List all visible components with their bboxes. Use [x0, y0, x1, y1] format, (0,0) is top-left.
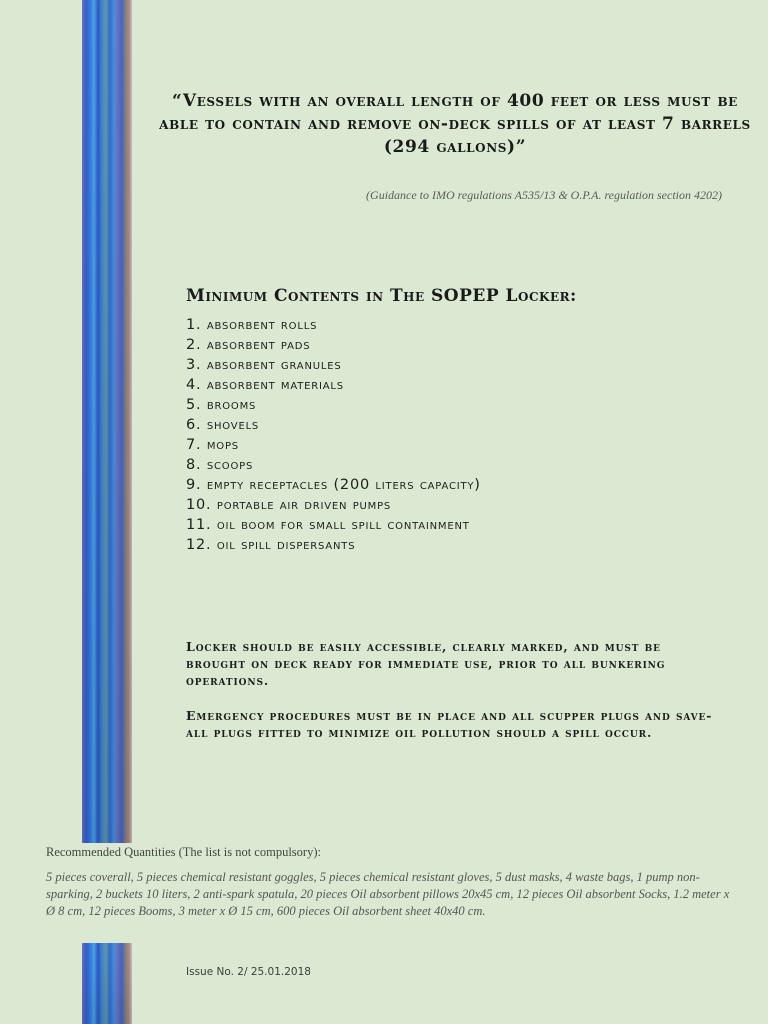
list-item: 11. oil boom for small spill containment — [186, 517, 470, 533]
list-item: 8. scoops — [186, 457, 254, 473]
list-item: 10. portable air driven pumps — [186, 497, 392, 513]
list-item: 2. absorbent pads — [186, 337, 311, 353]
list-item: 4. absorbent materials — [186, 377, 344, 393]
decorative-stripe — [82, 0, 132, 843]
regulation-citation: (Guidance to IMO regulations A535/13 & O.P.A. regulation section 4202) — [366, 188, 722, 202]
list-item: 5. brooms — [186, 397, 257, 413]
emergency-note: Emergency procedures must be in place and all scupper plugs and save-all plugs fitted to minimize oil pollution should a spill occur. — [186, 708, 713, 740]
list-item: 12. oil spill dispersants — [186, 537, 356, 553]
issue-number: Issue No. 2/ 25.01.2018 — [186, 966, 311, 978]
contents-list — [186, 315, 481, 555]
recommended-text: 5 pieces coverall, 5 pieces chemical resistant goggles, 5 pieces chemical resistant gloves, 5 dust masks, 4 waste bags, 1 pump non-sparking, 2 buckets 10 liters, 2 anti-spark spatula, 20 pieces Oil absorbent pillows 20x45 cm, 12 pieces Oil absorbent Socks, 1.2 meter x Ø 8 cm, 12 pieces Booms, 3 meter x Ø 15 cm, 600 pieces Oil absorbent sheet 40x40 cm. — [46, 870, 730, 918]
contents-heading: Minimum Contents in The SOPEP Locker: — [186, 286, 577, 306]
list-item: 3. absorbent granules — [186, 357, 342, 373]
list-item: 7. mops — [186, 437, 239, 453]
list-item: 1. absorbent rolls — [186, 317, 318, 333]
list-item: 9. empty receptacles (200 liters capacity) — [186, 477, 481, 493]
recommended-label: Recommended Quantities (The list is not compulsory): — [46, 845, 321, 859]
list-item: 6. shovels — [186, 417, 260, 433]
regulation-quote: “Vessels with an overall length of 400 feet or less must be able to contain and remove on-deck spills of at least 7 barrels (294 gallons)” — [159, 91, 751, 157]
locker-note: Locker should be easily accessible, clearly marked, and must be brought on deck ready for immediate use, prior to all bunkering operations. — [186, 639, 666, 688]
footer-decorative-stripe — [82, 943, 132, 1024]
